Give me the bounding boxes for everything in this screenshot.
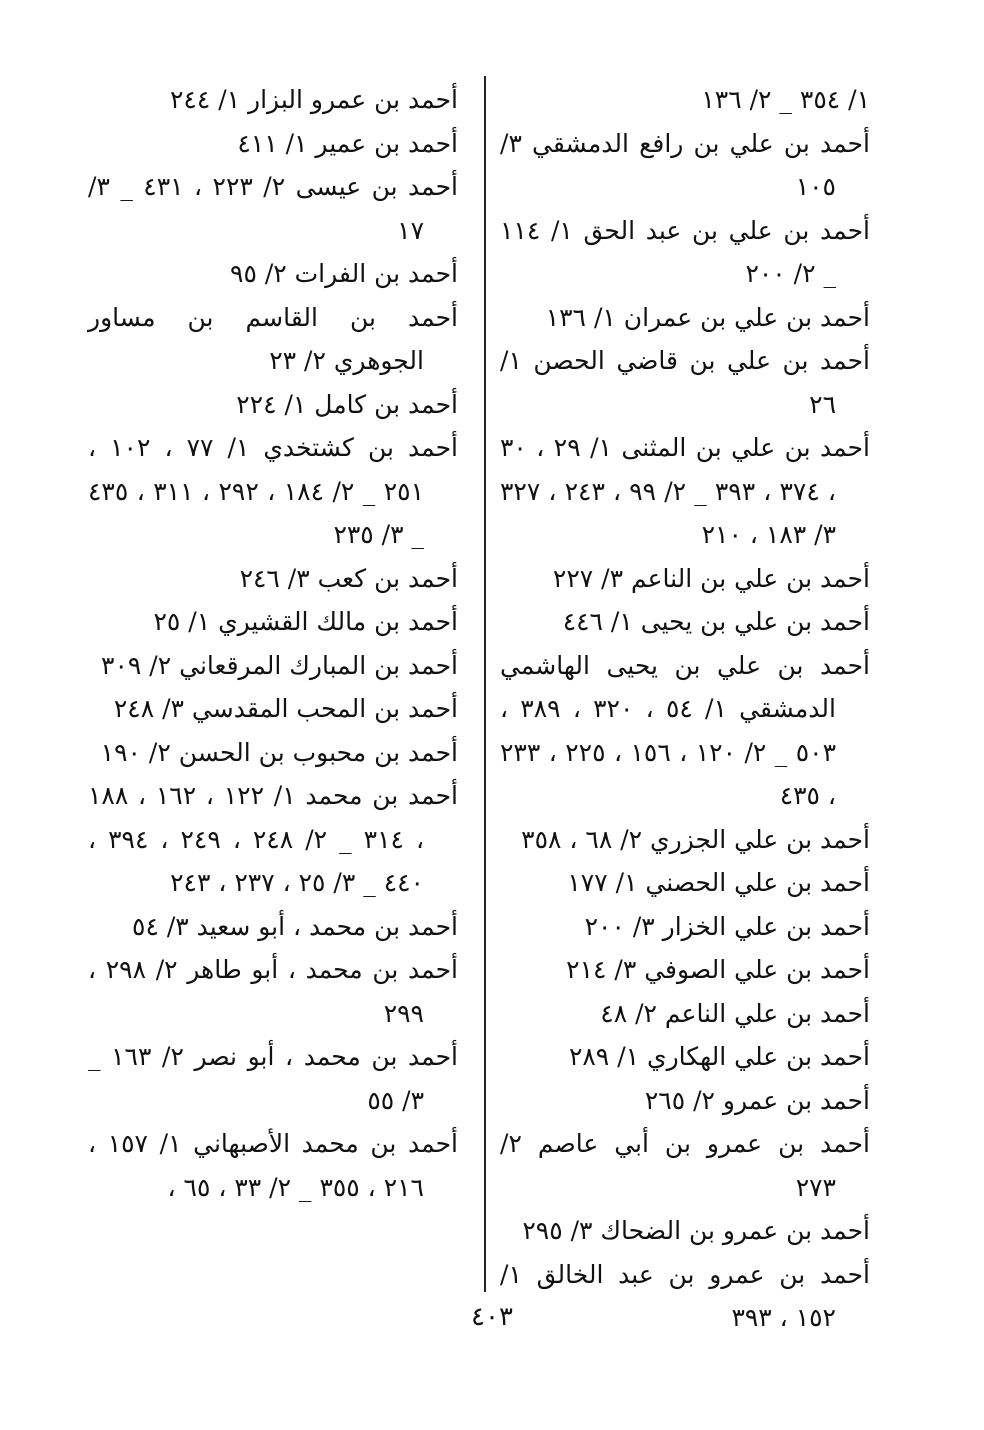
index-entry: أحمد بن محمد ، أبو طاهر ٢/ ٢٩٨ ، ٢٩٩ xyxy=(88,955,458,1028)
index-entry: أحمد بن المحب المقدسي ٣/ ٢٤٨ xyxy=(113,694,458,723)
index-entry: أحمد بن كشتخدي ١/ ٧٧ ، ١٠٢ ، ٢٥١ _ ٢/ ١٨٤ ، ٢٩٢ ، ٣١١ ، ٤٣٥ _ ٣/ ٢٣٥ xyxy=(88,433,458,549)
index-entry: أحمد بن مالك القشيري ١/ ٢٥ xyxy=(153,607,458,636)
index-entry: أحمد بن محمد ١/ ١٢٢ ، ١٦٢ ، ١٨٨ ، ٣١٤ _ ٢/ ٢٤٨ ، ٢٤٩ ، ٣٩٤ ، ٤٤٠ _ ٣/ ٢٥ ، ٢٣٧ ، ٢٤٣ xyxy=(88,781,458,897)
index-entry: أحمد بن علي بن عمران ١/ ١٣٦ xyxy=(545,302,870,332)
index-entry: أحمد بن المبارك المرقعاني ٢/ ٣٠٩ xyxy=(101,650,458,680)
index-column-right xyxy=(500,78,870,1340)
index-entry: أحمد بن عمير ١/ ٤١١ xyxy=(237,128,458,158)
index-entry: أحمد بن عيسى ٢/ ٢٢٣ ، ٤٣١ _ ٣/ ١٧ xyxy=(88,172,459,245)
index-entry: أحمد بن كعب ٣/ ٢٤٦ xyxy=(239,563,458,593)
index-entry: أحمد بن عمرو بن أبي عاصم ٢/ ٢٧٣ xyxy=(500,1129,870,1202)
index-entry: أحمد بن عمرو بن عبد الخالق ١/ ١٥٢ ، ٣٩٣ xyxy=(500,1259,870,1332)
column-divider xyxy=(484,76,486,1292)
index-entry: أحمد بن علي الناعم ٢/ ٤٨ xyxy=(600,998,870,1028)
page-number: ٤٠٣ xyxy=(471,1302,513,1332)
index-entry: أحمد بن علي الخزار ٣/ ٢٠٠ xyxy=(584,911,870,941)
index-entry: أحمد بن عمرو ٢/ ٢٦٥ xyxy=(644,1085,870,1115)
index-entry: أحمد بن علي الجزري ٢/ ٦٨ ، ٣٥٨ xyxy=(521,824,870,854)
index-entry: أحمد بن علي بن الناعم ٣/ ٢٢٧ xyxy=(552,563,870,593)
index-entry: ١/ ٣٥٤ _ ٢/ ١٣٦ xyxy=(701,85,870,114)
index-entry: أحمد بن علي بن المثنى ١/ ٢٩ ، ٣٠ ، ٣٧٤ ، ٣٩٣ _ ٢/ ٩٩ ، ٢٤٣ ، ٣٢٧ ٣/ ١٨٣ ، ٢١٠ xyxy=(500,433,870,549)
index-entry: أحمد بن الفرات ٢/ ٩٥ xyxy=(230,259,458,288)
index-entry: أحمد بن علي بن رافع الدمشقي ٣/ ١٠٥ xyxy=(500,128,870,201)
index-entry: أحمد بن علي الصوفي ٣/ ٢١٤ xyxy=(566,955,870,984)
index-entry: أحمد بن محمد الأصبهاني ١/ ١٥٧ ، ٢١٦ ، ٣٥٥ _ ٢/ ٣٣ ، ٦٥ ، xyxy=(88,1129,458,1202)
index-column-left xyxy=(88,78,458,1209)
index-entry: أحمد بن محمد ، أبو نصر ٢/ ١٦٣ _ ٣/ ٥٥ xyxy=(88,1042,458,1115)
index-entry: أحمد بن علي الحصني ١/ ١٧٧ xyxy=(567,868,870,897)
index-entry: أحمد بن علي الهكاري ١/ ٢٨٩ xyxy=(568,1042,870,1071)
index-entry: أحمد بن محبوب بن الحسن ٢/ ١٩٠ xyxy=(100,737,458,767)
index-entry: أحمد بن علي بن يحيى ١/ ٤٤٦ xyxy=(562,607,870,636)
index-entry: أحمد بن عمرو بن الضحاك ٣/ ٢٩٥ xyxy=(522,1216,870,1245)
index-entry: أحمد بن علي بن عبد الحق ١/ ١١٤ _ ٢/ ٢٠٠ xyxy=(500,215,870,288)
index-entry: أحمد بن القاسم بن مساور الجوهري ٢/ ٢٣ xyxy=(88,302,458,375)
index-entry: أحمد بن كامل ١/ ٢٢٤ xyxy=(236,389,458,419)
index-entry: أحمد بن علي بن قاضي الحصن ١/ ٢٦ xyxy=(500,346,870,419)
index-entry: أحمد بن علي بن يحيى الهاشمي الدمشقي ١/ ٥٤ ، ٣٢٠ ، ٣٨٩ ، ٥٠٣ _ ٢/ ١٢٠ ، ١٥٦ ، ٢٢٥ ، ٢٣٣ ، ٤٣٥ xyxy=(500,650,870,810)
index-entry: أحمد بن عمرو البزار ١/ ٢٤٤ xyxy=(169,85,458,114)
index-entry: أحمد بن محمد ، أبو سعيد ٣/ ٥٤ xyxy=(132,911,458,941)
